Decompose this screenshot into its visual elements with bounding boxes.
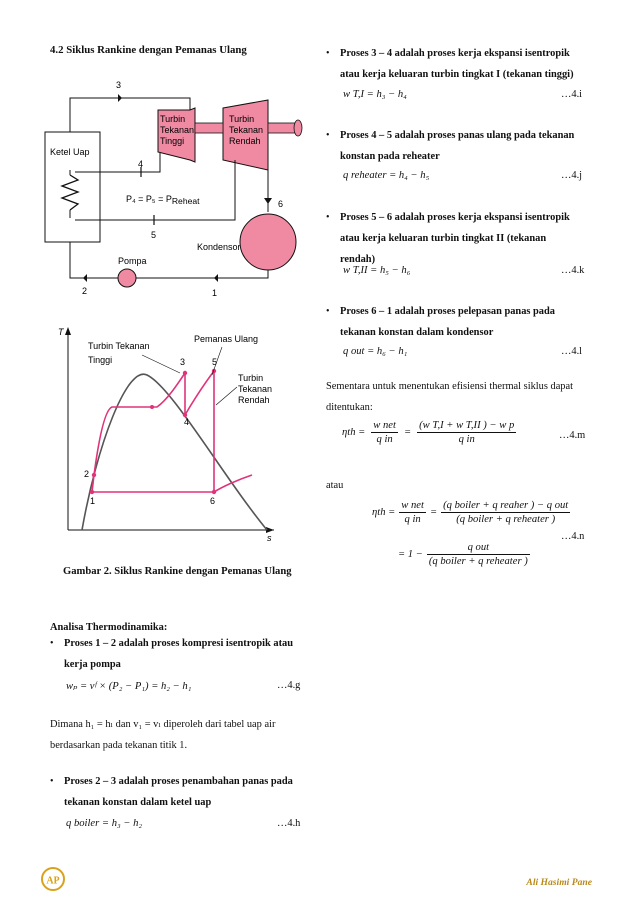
bullet-6-1: • bbox=[326, 306, 330, 317]
eq-n2-frac bbox=[427, 542, 530, 567]
condenser-label: Kondensor bbox=[197, 242, 241, 252]
boiler-label: Ketel Uap bbox=[50, 147, 90, 157]
figure-caption: Gambar 2. Siklus Rankine dengan Pemanas Ulang bbox=[63, 566, 292, 577]
ts-state-5: 5 bbox=[212, 357, 218, 367]
state-5-label: 5 bbox=[151, 230, 157, 240]
bullet-5-6: • bbox=[326, 212, 330, 223]
eq-m-frac2 bbox=[417, 420, 516, 445]
atau-label: atau bbox=[326, 480, 344, 491]
author-name: Ali Hasimi Pane bbox=[526, 877, 592, 888]
equation-4n-line2 bbox=[398, 542, 530, 567]
process-5-6-line3: rendah) bbox=[340, 254, 376, 265]
bullet-1-2: • bbox=[50, 638, 54, 649]
process-5-6-line1: Proses 5 – 6 adalah proses kerja ekspansi isentropik bbox=[340, 212, 570, 223]
bullet-3-4: • bbox=[326, 48, 330, 59]
hp-label-2: Tekanan bbox=[160, 125, 195, 135]
boiler-coil bbox=[62, 175, 78, 210]
ts-lp-label-1: Turbin bbox=[238, 373, 264, 383]
equation-4n-number: …4.n bbox=[561, 531, 585, 542]
lp-label-2: Tekanan bbox=[229, 125, 264, 135]
eq-n-frac2-num: (q boiler + q reaher ) − q out bbox=[443, 500, 569, 511]
state-2-label: 2 bbox=[82, 286, 88, 296]
equation-4g: wₚ = vᶠ × (P₂ − P₁) = h₂ − h₁ bbox=[66, 681, 192, 692]
equation-4i: w T,I = h₃ − h₄ bbox=[343, 89, 407, 100]
process-1-2-line2: kerja pompa bbox=[64, 659, 121, 670]
equation-4n: ηth = $\frac{\text{w net}}{\text{q in}}$ = $\frac{\text{(q boiler + q reaher ) − q out}}{\text{(q boiler + q reheater )}}$ bbox=[372, 500, 569, 525]
state-3-label: 3 bbox=[116, 80, 122, 90]
lp-label-1: Turbin bbox=[229, 114, 255, 124]
ts-state-4: 4 bbox=[184, 417, 190, 427]
process-1-2-line1: Proses 1 – 2 adalah proses kompresi isentropik atau bbox=[64, 638, 294, 649]
eq-n2-lhs: = 1 − bbox=[398, 549, 423, 560]
ts-hp-label-2: Tinggi bbox=[88, 355, 113, 365]
equation-4j: q reheater = h₄ − h₅ bbox=[343, 170, 430, 181]
s-axis-label: s bbox=[267, 533, 272, 543]
ts-lp-label-3: Rendah bbox=[238, 395, 270, 405]
equation-4l: q out = h₆ − h₁ bbox=[343, 346, 408, 357]
ts-lp-label-2: Tekanan bbox=[238, 384, 273, 394]
eq-n-frac2-den: (q boiler + q reheater ) bbox=[456, 514, 556, 525]
equation-4j-number: …4.j bbox=[561, 170, 583, 181]
ts-state-6: 6 bbox=[210, 496, 216, 506]
equation-4i-number: …4.i bbox=[561, 89, 583, 100]
equation-4m-number: …4.m bbox=[559, 430, 586, 441]
hp-label-1: Turbin bbox=[160, 114, 186, 124]
analysis-title: Analisa Thermodinamika: bbox=[50, 622, 168, 633]
eq-m-lhs: ηth = bbox=[342, 427, 366, 438]
rankine-schematic bbox=[40, 70, 305, 300]
ts-state-2: 2 bbox=[84, 469, 90, 479]
efficiency-line2: ditentukan: bbox=[326, 402, 373, 413]
lp-turbine-shape bbox=[223, 100, 268, 170]
process-6-1-line2: tekanan konstan dalam kondensor bbox=[340, 327, 494, 338]
eq-m-frac1 bbox=[371, 420, 398, 445]
pressure-eq: P₄ = P₅ = PReheat bbox=[126, 194, 200, 206]
eq-m-frac1-num: w net bbox=[373, 420, 396, 431]
condenser-shape bbox=[240, 214, 296, 270]
pump-label: Pompa bbox=[118, 256, 147, 266]
eq-n-frac2 bbox=[441, 500, 570, 525]
process-3-4-line1: Proses 3 – 4 adalah proses kerja ekspansi isentropik bbox=[340, 48, 570, 59]
eq-n-frac1-num: w net bbox=[401, 500, 424, 511]
process-5-6-line2: atau kerja keluaran turbin tingkat II (tekanan bbox=[340, 233, 547, 244]
dimana-line2: berdasarkan pada tekanan titik 1. bbox=[50, 740, 188, 751]
equation-4k-number: …4.k bbox=[561, 265, 585, 276]
process-3-4-line2: atau kerja keluaran turbin tingkat I (tekanan tinggi) bbox=[340, 69, 574, 80]
section-title: 4.2 Siklus Rankine dengan Pemanas Ulang bbox=[50, 44, 247, 56]
process-2-3-line1: Proses 2 – 3 adalah proses penambahan panas pada bbox=[64, 776, 293, 787]
process-4-5-line1: Proses 4 – 5 adalah proses panas ulang pada tekanan bbox=[340, 130, 575, 141]
cycle-path bbox=[92, 371, 252, 492]
ts-diagram bbox=[52, 325, 282, 545]
equation-4g-number: …4.g bbox=[277, 680, 301, 691]
ap-logo-text: AP bbox=[46, 875, 60, 887]
equation-4m: ηth = $\frac{\text{w net}}{\text{q in}}$ = $\frac{\text{(w T,I + w T,II ) − w p}}{\text{q in}}$ bbox=[342, 420, 515, 445]
equation-4h-number: …4.h bbox=[277, 818, 301, 829]
equation-4h: q boiler = h₃ − h₂ bbox=[66, 818, 143, 829]
bullet-2-3: • bbox=[50, 776, 54, 787]
bullet-4-5: • bbox=[326, 130, 330, 141]
eq-m-frac2-num: (w T,I + w T,II ) − w p bbox=[419, 420, 515, 431]
equation-4l-number: …4.l bbox=[561, 346, 583, 357]
eq-n-frac1-den: q in bbox=[404, 514, 421, 525]
efficiency-line1: Sementara untuk menentukan efisiensi thermal siklus dapat bbox=[326, 381, 574, 392]
hp-label-3: Tinggi bbox=[160, 136, 185, 146]
ts-reheat-label: Pemanas Ulang bbox=[194, 334, 259, 344]
pump-shape bbox=[118, 269, 136, 287]
eq-n2-num: q out bbox=[427, 542, 530, 555]
ap-logo bbox=[40, 866, 66, 892]
eq-m-frac1-den: q in bbox=[376, 434, 393, 445]
process-6-1-line1: Proses 6 – 1 adalah proses pelepasan panas pada bbox=[340, 306, 555, 317]
eq-n2-den: (q boiler + q reheater ) bbox=[428, 556, 528, 567]
eq-n-frac1 bbox=[399, 500, 426, 525]
equation-4k: w T,II = h₅ − h₆ bbox=[343, 265, 411, 276]
state-6-label: 6 bbox=[278, 199, 284, 209]
process-4-5-line2: konstan pada reheater bbox=[340, 151, 440, 162]
ts-state-1: 1 bbox=[90, 496, 96, 506]
t-axis-label: T bbox=[58, 327, 64, 337]
lp-label-3: Rendah bbox=[229, 136, 261, 146]
state-1-label: 1 bbox=[212, 288, 218, 298]
ts-hp-label: Turbin Tekanan bbox=[88, 341, 150, 351]
eq-n-lhs: ηth = bbox=[372, 507, 396, 518]
eq-m-frac2-den: q in bbox=[458, 434, 475, 445]
state-4-label: 4 bbox=[138, 159, 144, 169]
ts-state-3: 3 bbox=[180, 357, 186, 367]
dimana-line1: Dimana h₁ = hₗ dan v₁ = vₗ diperoleh dari tabel uap air bbox=[50, 719, 276, 730]
process-2-3-line2: tekanan konstan dalam ketel uap bbox=[64, 797, 212, 808]
